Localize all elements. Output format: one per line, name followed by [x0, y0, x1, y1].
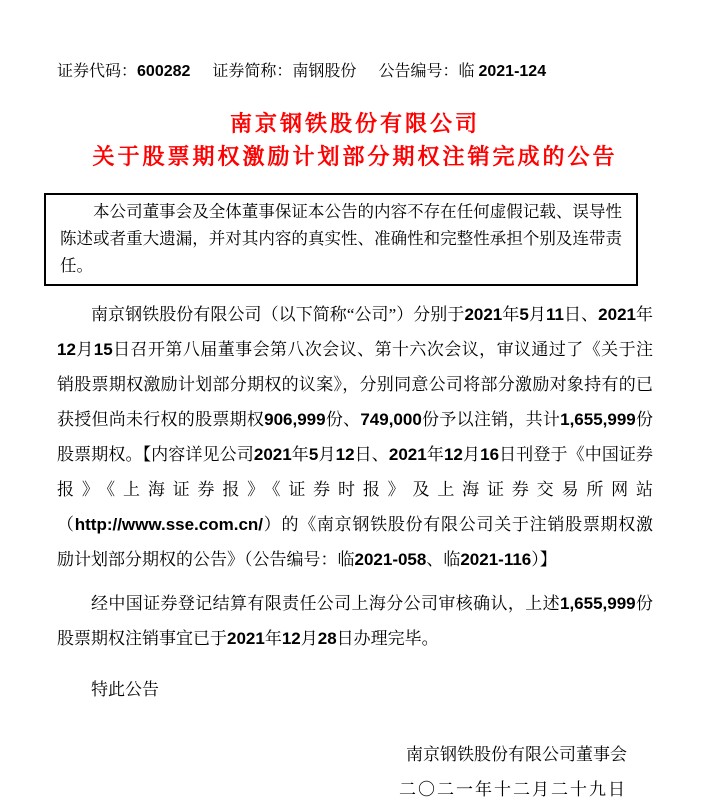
signature-date: 二〇二一年十二月二十九日 [399, 780, 627, 799]
announcement-number-value: 临 2021-124 [458, 63, 547, 80]
announcement-number [378, 63, 546, 80]
announcement-number-label: 公告编号： [378, 63, 459, 80]
stock-name [212, 63, 356, 80]
closing-statement: 特此公告 [91, 680, 159, 699]
signature-company: 南京钢铁股份有限公司董事会 [406, 745, 627, 764]
stock-name-value: 南钢股份 [292, 63, 357, 80]
document-title-company: 南京钢铁股份有限公司 [229, 111, 480, 136]
securities-header [57, 62, 653, 82]
paragraph-resolution-details: 南京钢铁股份有限公司（以下简称“公司”）分别于2021年5月11日、2021年12月15日召开第八届董事会第八次会议、第十六次会议，审议通过了《关于注销股票期权激励计划部分期权的议案》，分别同意公司将部分激励对象持有的已获授但尚未行权的股票期权906,999份、749,000份予以注销，共计1,655,999份股票期权。【内容详见公司2021年5月12日、2021年12月16日刊登于《中国证券报》《上海证券报》《证券时报》及上海证券交易所网站（http://www.sse.com.cn/）的《南京钢铁股份有限公司关于注销股票期权激励计划部分期权的公告》（公告编号：临2021-058、临2021-116）】 [57, 305, 654, 569]
stock-code-value: 600282 [137, 63, 191, 80]
stock-code [57, 63, 190, 80]
stock-name-label: 证券简称： [212, 63, 293, 80]
board-disclaimer-box: 本公司董事会及全体董事保证本公告的内容不存在任何虚假记载、误导性陈述或者重大遗漏，并对其内容的真实性、准确性和完整性承担个别及连带责任。 [44, 193, 638, 286]
document-title-subject: 关于股票期权激励计划部分期权注销完成的公告 [92, 144, 618, 169]
stock-code-label: 证券代码： [57, 63, 138, 80]
signature-block [57, 737, 627, 807]
paragraph-completion-confirmation: 经中国证券登记结算有限责任公司上海分公司审核确认，上述1,655,999份股票期权注销事宜已于2021年12月28日办理完毕。 [57, 594, 654, 648]
